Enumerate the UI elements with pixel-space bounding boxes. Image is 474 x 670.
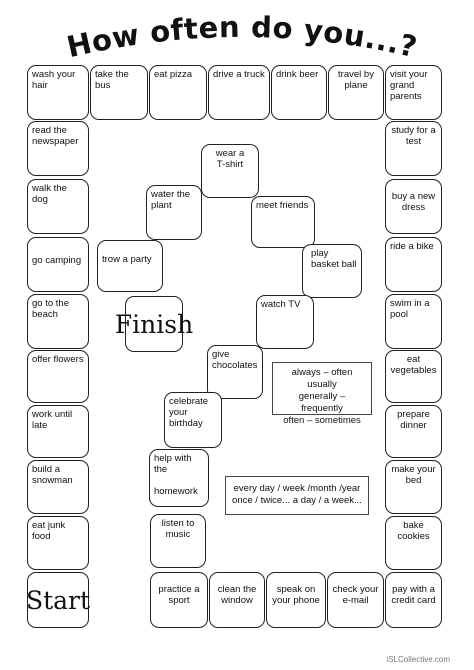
- square-watch-tv: [256, 295, 314, 349]
- square-play-basketball: [302, 244, 362, 298]
- square-label: walk the dog: [32, 183, 67, 205]
- square-pay-credit-card: [385, 572, 442, 628]
- square-label: water the plant: [151, 189, 191, 211]
- square-build-snowman: [27, 460, 89, 514]
- square-start: [27, 572, 89, 628]
- square-meet-friends: [251, 196, 315, 248]
- square-label: work until late: [32, 409, 73, 431]
- square-wash-hair: [27, 65, 89, 120]
- finish-label: Finish: [114, 309, 194, 339]
- square-label: study for a test: [391, 125, 436, 147]
- square-label: make your bed: [391, 464, 436, 486]
- square-label: give chocolates: [212, 349, 258, 371]
- square-study-test: [385, 121, 442, 176]
- square-celebrate-birthday: [164, 392, 222, 448]
- square-water-plant: [146, 185, 202, 240]
- square-label: travel by plane: [338, 69, 374, 91]
- square-label: watch TV: [261, 299, 301, 310]
- square-bake-cookies: [385, 516, 442, 570]
- square-label: prepare dinner: [397, 409, 430, 431]
- square-label: read the newspaper: [32, 125, 79, 147]
- watermark: iSLCollective.com: [386, 655, 450, 664]
- square-buy-dress: [385, 179, 442, 234]
- square-go-beach: [27, 294, 89, 349]
- square-offer-flowers: [27, 350, 89, 403]
- square-travel-plane: [328, 65, 384, 120]
- square-take-bus: [90, 65, 148, 120]
- square-label: eat junk food: [32, 520, 66, 542]
- square-give-chocolates: [207, 345, 263, 399]
- square-throw-party: [97, 240, 163, 292]
- frequency-expressions-box: every day / week /month /year once / twice... a day / a week...: [225, 476, 369, 515]
- square-wear-tshirt: [201, 144, 259, 198]
- square-label: play basket ball: [311, 248, 357, 270]
- square-label: bake cookies: [397, 520, 430, 542]
- square-speak-phone: [266, 572, 326, 628]
- title-text: How often do you...?: [63, 9, 421, 65]
- square-label: practice a sport: [158, 584, 200, 606]
- start-label: Start: [25, 585, 91, 615]
- square-label: clean the window: [217, 584, 257, 606]
- square-clean-window: [209, 572, 265, 628]
- square-eat-vegetables: [385, 350, 442, 403]
- square-label: celebrate your birthday: [169, 396, 209, 429]
- square-label: meet friends: [256, 200, 309, 211]
- svg-text:How often do you...?: [64, 10, 421, 64]
- square-label: buy a new dress: [391, 191, 436, 213]
- square-label: eat vegetables: [390, 354, 437, 376]
- square-listen-music: [150, 514, 206, 568]
- square-label: ride a bike: [390, 241, 434, 252]
- square-walk-dog: [27, 179, 89, 234]
- square-label: pay with a credit card: [391, 584, 436, 606]
- square-drive-truck: [208, 65, 270, 120]
- square-eat-pizza: [149, 65, 207, 120]
- square-label: trow a party: [102, 254, 152, 265]
- square-label: wash your hair: [32, 69, 76, 91]
- square-go-camping: [27, 237, 89, 292]
- square-label: swim in a pool: [390, 298, 430, 320]
- square-label: drive a truck: [213, 69, 265, 80]
- square-label: drink beer: [276, 69, 319, 80]
- square-label: listen to music: [161, 518, 195, 540]
- square-label: go camping: [32, 255, 82, 266]
- square-label: build a snowman: [32, 464, 73, 486]
- square-help-homework: [149, 449, 209, 507]
- square-read-newspaper: [27, 121, 89, 176]
- square-label: eat pizza: [154, 69, 193, 80]
- square-label: help with the homework: [154, 453, 198, 497]
- square-label: wear a T-shirt: [215, 148, 245, 170]
- page-title: [63, 0, 421, 70]
- square-label: take the bus: [95, 69, 129, 91]
- square-finish: [114, 296, 194, 352]
- square-label: speak on your phone: [272, 584, 320, 606]
- square-make-bed: [385, 460, 442, 514]
- square-drink-beer: [271, 65, 327, 120]
- square-ride-bike: [385, 237, 442, 292]
- frequency-adverbs-box: always – often usually generally – frequently often – sometimes: [272, 362, 372, 415]
- square-label: visit your grand parents: [390, 69, 428, 102]
- square-eat-junk-food: [27, 516, 89, 570]
- square-label: offer flowers: [32, 354, 84, 365]
- square-practice-sport: [150, 572, 208, 628]
- square-work-late: [27, 405, 89, 458]
- square-label: check your e-mail: [332, 584, 379, 606]
- square-visit-grandparents: [385, 65, 442, 120]
- square-check-email: [327, 572, 384, 628]
- square-prepare-dinner: [385, 405, 442, 458]
- square-swim-pool: [385, 294, 442, 349]
- square-label: go to the beach: [32, 298, 69, 320]
